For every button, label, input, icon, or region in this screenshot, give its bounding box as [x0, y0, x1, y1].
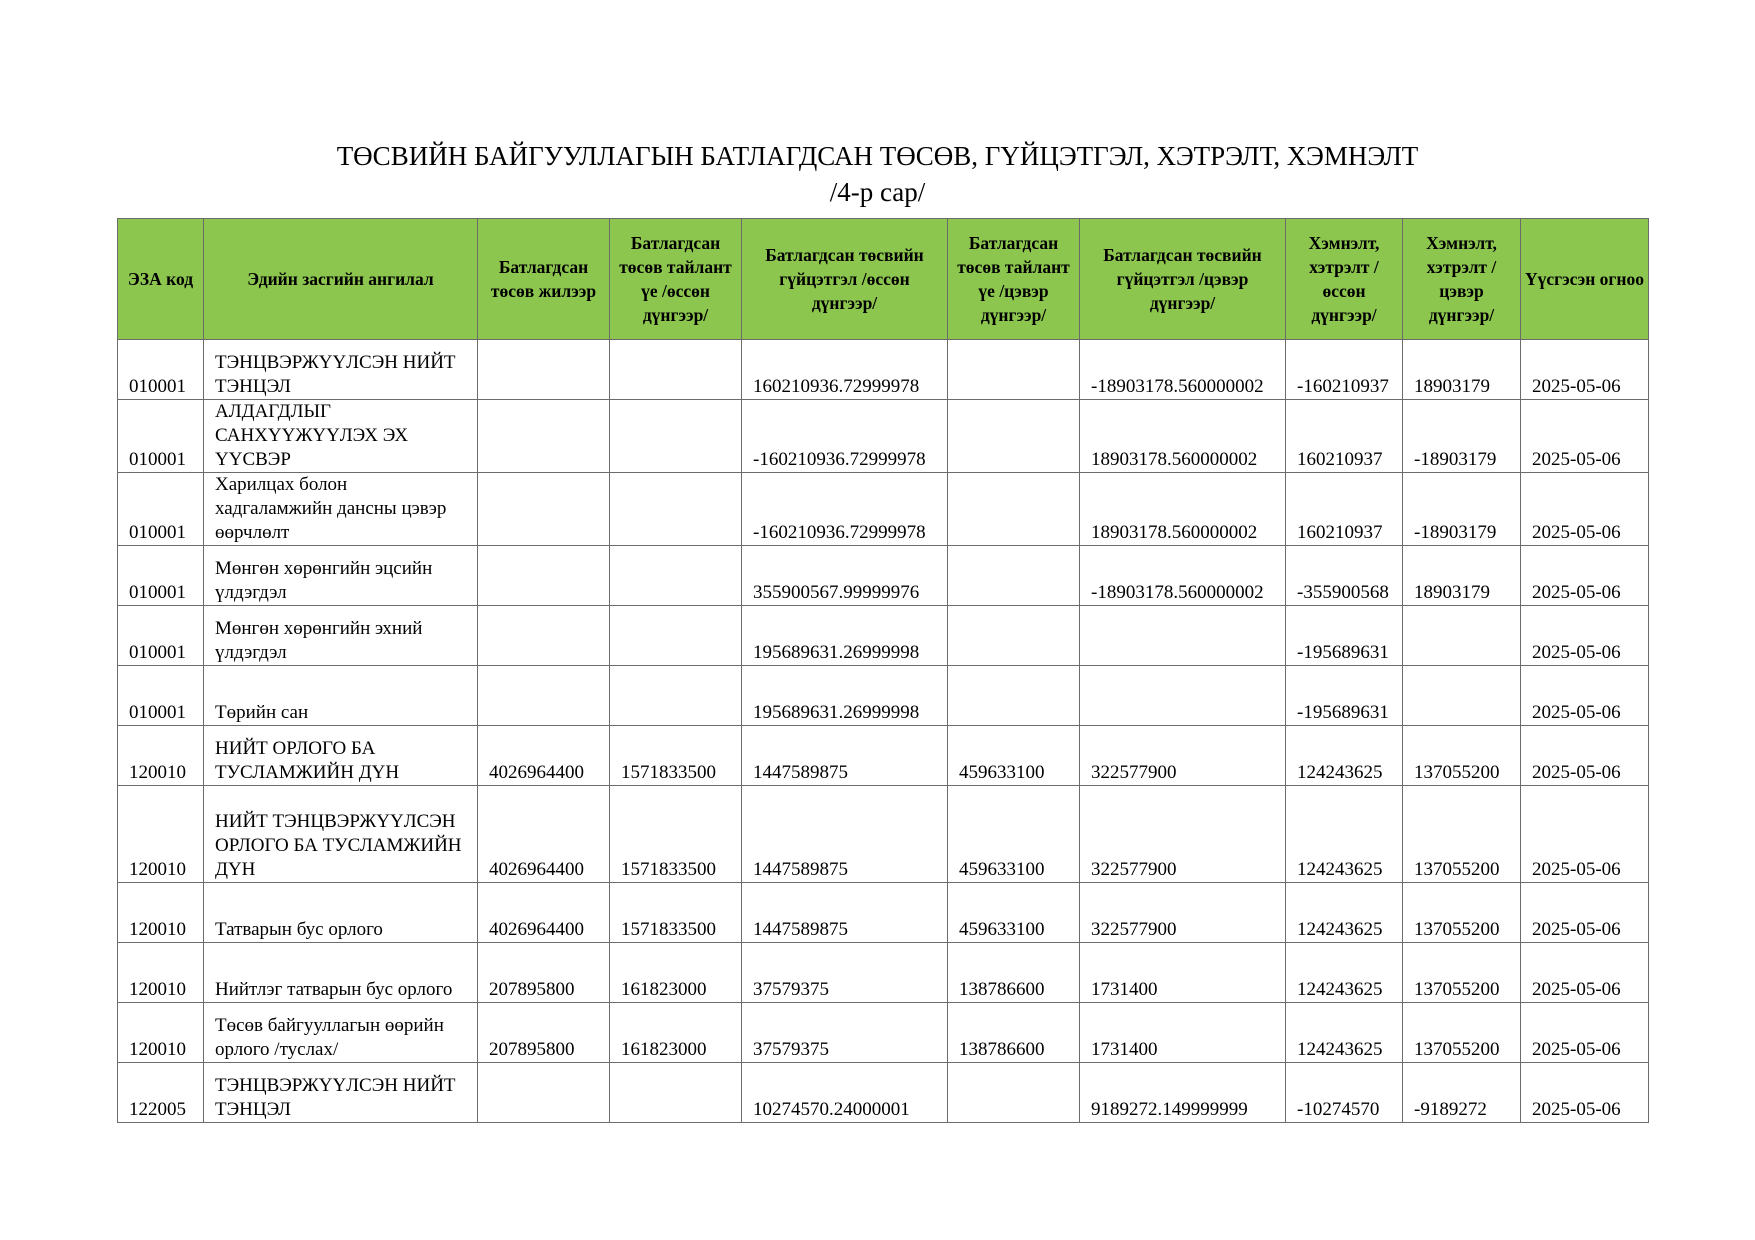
cell-classification: Төсөв байгууллагын өөрийн орлого /туслах/ [204, 1003, 478, 1063]
cell-variance-net: -9189272 [1403, 1063, 1521, 1123]
cell-created-date: 2025-05-06 [1521, 1063, 1649, 1123]
table-row [118, 546, 1649, 606]
table-row [118, 1063, 1649, 1123]
cell-approved-period-net [948, 400, 1080, 473]
cell-variance-net: 137055200 [1403, 786, 1521, 883]
cell-approved-annual: 4026964400 [478, 726, 610, 786]
budget-table [117, 218, 1649, 1123]
report-subtitle: /4-р сар/ [829, 177, 926, 207]
cell-approved-period-cumulative: 1571833500 [610, 786, 742, 883]
col-header-performance-net: Батлагдсан төсвийн гүйцэтгэл /цэвэр дүнгээр/ [1080, 219, 1286, 340]
cell-classification: Татварын бус орлого [204, 883, 478, 943]
cell-approved-period-net [948, 1063, 1080, 1123]
cell-performance-cumulative: 195689631.26999998 [742, 606, 948, 666]
cell-approved-period-cumulative: 1571833500 [610, 883, 742, 943]
cell-approved-period-cumulative [610, 400, 742, 473]
col-header-created-date: Үүсгэсэн огноо [1521, 219, 1649, 340]
table-row [118, 473, 1649, 546]
cell-variance-cumulative: -195689631 [1286, 666, 1403, 726]
cell-code: 120010 [118, 943, 204, 1003]
col-header-code: ЭЗА код [118, 219, 204, 340]
cell-code: 120010 [118, 883, 204, 943]
cell-approved-annual [478, 400, 610, 473]
cell-performance-net: 9189272.149999999 [1080, 1063, 1286, 1123]
table-row [118, 726, 1649, 786]
cell-variance-cumulative: 124243625 [1286, 943, 1403, 1003]
cell-variance-cumulative: -160210937 [1286, 340, 1403, 400]
cell-variance-cumulative: 124243625 [1286, 786, 1403, 883]
cell-created-date: 2025-05-06 [1521, 786, 1649, 883]
cell-classification: ТЭНЦВЭРЖҮҮЛСЭН НИЙТ ТЭНЦЭЛ [204, 1063, 478, 1123]
cell-approved-period-net: 459633100 [948, 786, 1080, 883]
cell-created-date: 2025-05-06 [1521, 943, 1649, 1003]
cell-variance-cumulative: -195689631 [1286, 606, 1403, 666]
cell-code: 010001 [118, 473, 204, 546]
cell-performance-net: -18903178.560000002 [1080, 340, 1286, 400]
cell-approved-period-cumulative [610, 546, 742, 606]
cell-created-date: 2025-05-06 [1521, 473, 1649, 546]
cell-performance-cumulative: 355900567.99999976 [742, 546, 948, 606]
cell-code: 010001 [118, 606, 204, 666]
cell-variance-cumulative: -10274570 [1286, 1063, 1403, 1123]
cell-performance-cumulative: 160210936.72999978 [742, 340, 948, 400]
cell-approved-annual [478, 1063, 610, 1123]
cell-approved-period-cumulative [610, 340, 742, 400]
cell-approved-period-cumulative [610, 606, 742, 666]
cell-performance-net: -18903178.560000002 [1080, 546, 1286, 606]
cell-variance-net: 137055200 [1403, 883, 1521, 943]
col-header-approved-annual: Батлагдсан төсөв жилээр [478, 219, 610, 340]
cell-approved-period-net [948, 666, 1080, 726]
cell-performance-cumulative: 1447589875 [742, 786, 948, 883]
cell-performance-net: 322577900 [1080, 883, 1286, 943]
cell-variance-cumulative: 124243625 [1286, 1003, 1403, 1063]
cell-classification: НИЙТ ТЭНЦВЭРЖҮҮЛСЭН ОРЛОГО БА ТУСЛАМЖИЙН ДҮН [204, 786, 478, 883]
cell-code: 122005 [118, 1063, 204, 1123]
cell-performance-cumulative: -160210936.72999978 [742, 400, 948, 473]
cell-variance-net: 18903179 [1403, 340, 1521, 400]
cell-performance-cumulative: 37579375 [742, 1003, 948, 1063]
cell-approved-annual [478, 606, 610, 666]
cell-approved-period-net [948, 606, 1080, 666]
cell-performance-cumulative: 195689631.26999998 [742, 666, 948, 726]
cell-approved-annual: 207895800 [478, 943, 610, 1003]
cell-variance-cumulative: 160210937 [1286, 473, 1403, 546]
cell-code: 120010 [118, 726, 204, 786]
cell-code: 010001 [118, 666, 204, 726]
col-header-approved-period-cumulative: Батлагдсан төсөв тайлант үе /өссөн дүнгээр/ [610, 219, 742, 340]
cell-code: 010001 [118, 546, 204, 606]
cell-code: 010001 [118, 400, 204, 473]
cell-variance-cumulative: -355900568 [1286, 546, 1403, 606]
cell-classification: Мөнгөн хөрөнгийн эцсийн үлдэгдэл [204, 546, 478, 606]
col-header-classification: Эдийн засгийн ангилал [204, 219, 478, 340]
cell-approved-period-cumulative: 161823000 [610, 943, 742, 1003]
cell-performance-net: 322577900 [1080, 786, 1286, 883]
cell-variance-net [1403, 606, 1521, 666]
table-row [118, 1003, 1649, 1063]
cell-approved-annual [478, 546, 610, 606]
cell-created-date: 2025-05-06 [1521, 340, 1649, 400]
cell-performance-cumulative: 10274570.24000001 [742, 1063, 948, 1123]
cell-performance-net: 18903178.560000002 [1080, 473, 1286, 546]
cell-classification: НИЙТ ОРЛОГО БА ТУСЛАМЖИЙН ДҮН [204, 726, 478, 786]
cell-approved-period-net [948, 340, 1080, 400]
col-header-performance-cumulative: Батлагдсан төсвийн гүйцэтгэл /өссөн дүнгээр/ [742, 219, 948, 340]
cell-variance-net: 137055200 [1403, 1003, 1521, 1063]
cell-performance-cumulative: -160210936.72999978 [742, 473, 948, 546]
cell-performance-net: 1731400 [1080, 943, 1286, 1003]
cell-created-date: 2025-05-06 [1521, 400, 1649, 473]
cell-performance-net: 18903178.560000002 [1080, 400, 1286, 473]
cell-approved-annual [478, 666, 610, 726]
cell-approved-annual [478, 340, 610, 400]
cell-variance-cumulative: 124243625 [1286, 726, 1403, 786]
cell-approved-period-cumulative: 1571833500 [610, 726, 742, 786]
cell-variance-net: 18903179 [1403, 546, 1521, 606]
col-header-approved-period-net: Батлагдсан төсөв тайлант үе /цэвэр дүнгээр/ [948, 219, 1080, 340]
table-row [118, 400, 1649, 473]
cell-performance-cumulative: 37579375 [742, 943, 948, 1003]
table-row [118, 666, 1649, 726]
cell-approved-period-net: 459633100 [948, 883, 1080, 943]
cell-approved-annual: 4026964400 [478, 786, 610, 883]
cell-created-date: 2025-05-06 [1521, 606, 1649, 666]
cell-performance-net: 1731400 [1080, 1003, 1286, 1063]
cell-classification: Харилцах болон хадгаламжийн дансны цэвэр өөрчлөлт [204, 473, 478, 546]
cell-code: 120010 [118, 1003, 204, 1063]
cell-variance-cumulative: 160210937 [1286, 400, 1403, 473]
cell-variance-cumulative: 124243625 [1286, 883, 1403, 943]
cell-performance-net [1080, 606, 1286, 666]
cell-created-date: 2025-05-06 [1521, 883, 1649, 943]
cell-classification: Мөнгөн хөрөнгийн эхний үлдэгдэл [204, 606, 478, 666]
cell-code: 120010 [118, 786, 204, 883]
cell-variance-net [1403, 666, 1521, 726]
cell-created-date: 2025-05-06 [1521, 726, 1649, 786]
cell-code: 010001 [118, 340, 204, 400]
cell-performance-net [1080, 666, 1286, 726]
cell-classification: Төрийн сан [204, 666, 478, 726]
cell-approved-period-net: 459633100 [948, 726, 1080, 786]
cell-approved-period-net: 138786600 [948, 1003, 1080, 1063]
cell-created-date: 2025-05-06 [1521, 546, 1649, 606]
report-title: ТӨСВИЙН БАЙГУУЛЛАГЫН БАТЛАГДСАН ТӨСӨВ, ГҮЙЦЭТГЭЛ, ХЭТРЭЛТ, ХЭМНЭЛТ [336, 141, 1419, 171]
header-row [118, 219, 1649, 340]
cell-performance-net: 322577900 [1080, 726, 1286, 786]
cell-approved-period-net [948, 473, 1080, 546]
table-row [118, 340, 1649, 400]
table-row [118, 883, 1649, 943]
cell-approved-period-net [948, 546, 1080, 606]
table-row [118, 606, 1649, 666]
col-header-variance-cumulative: Хэмнэлт, хэтрэлт /өссөн дүнгээр/ [1286, 219, 1403, 340]
col-header-variance-net: Хэмнэлт, хэтрэлт /цэвэр дүнгээр/ [1403, 219, 1521, 340]
cell-variance-net: -18903179 [1403, 473, 1521, 546]
table-row [118, 786, 1649, 883]
cell-performance-cumulative: 1447589875 [742, 883, 948, 943]
cell-approved-period-cumulative [610, 1063, 742, 1123]
cell-approved-period-cumulative [610, 473, 742, 546]
cell-created-date: 2025-05-06 [1521, 666, 1649, 726]
cell-approved-annual: 207895800 [478, 1003, 610, 1063]
cell-approved-period-cumulative [610, 666, 742, 726]
table-row [118, 943, 1649, 1003]
cell-variance-net: -18903179 [1403, 400, 1521, 473]
cell-approved-annual: 4026964400 [478, 883, 610, 943]
cell-approved-annual [478, 473, 610, 546]
cell-classification: ТЭНЦВЭРЖҮҮЛСЭН НИЙТ ТЭНЦЭЛ [204, 340, 478, 400]
cell-variance-net: 137055200 [1403, 943, 1521, 1003]
cell-classification: АЛДАГДЛЫГ САНХҮҮЖҮҮЛЭХ ЭХ ҮҮСВЭР [204, 400, 478, 473]
cell-approved-period-net: 138786600 [948, 943, 1080, 1003]
cell-created-date: 2025-05-06 [1521, 1003, 1649, 1063]
cell-classification: Нийтлэг татварын бус орлого [204, 943, 478, 1003]
cell-performance-cumulative: 1447589875 [742, 726, 948, 786]
cell-approved-period-cumulative: 161823000 [610, 1003, 742, 1063]
cell-variance-net: 137055200 [1403, 726, 1521, 786]
